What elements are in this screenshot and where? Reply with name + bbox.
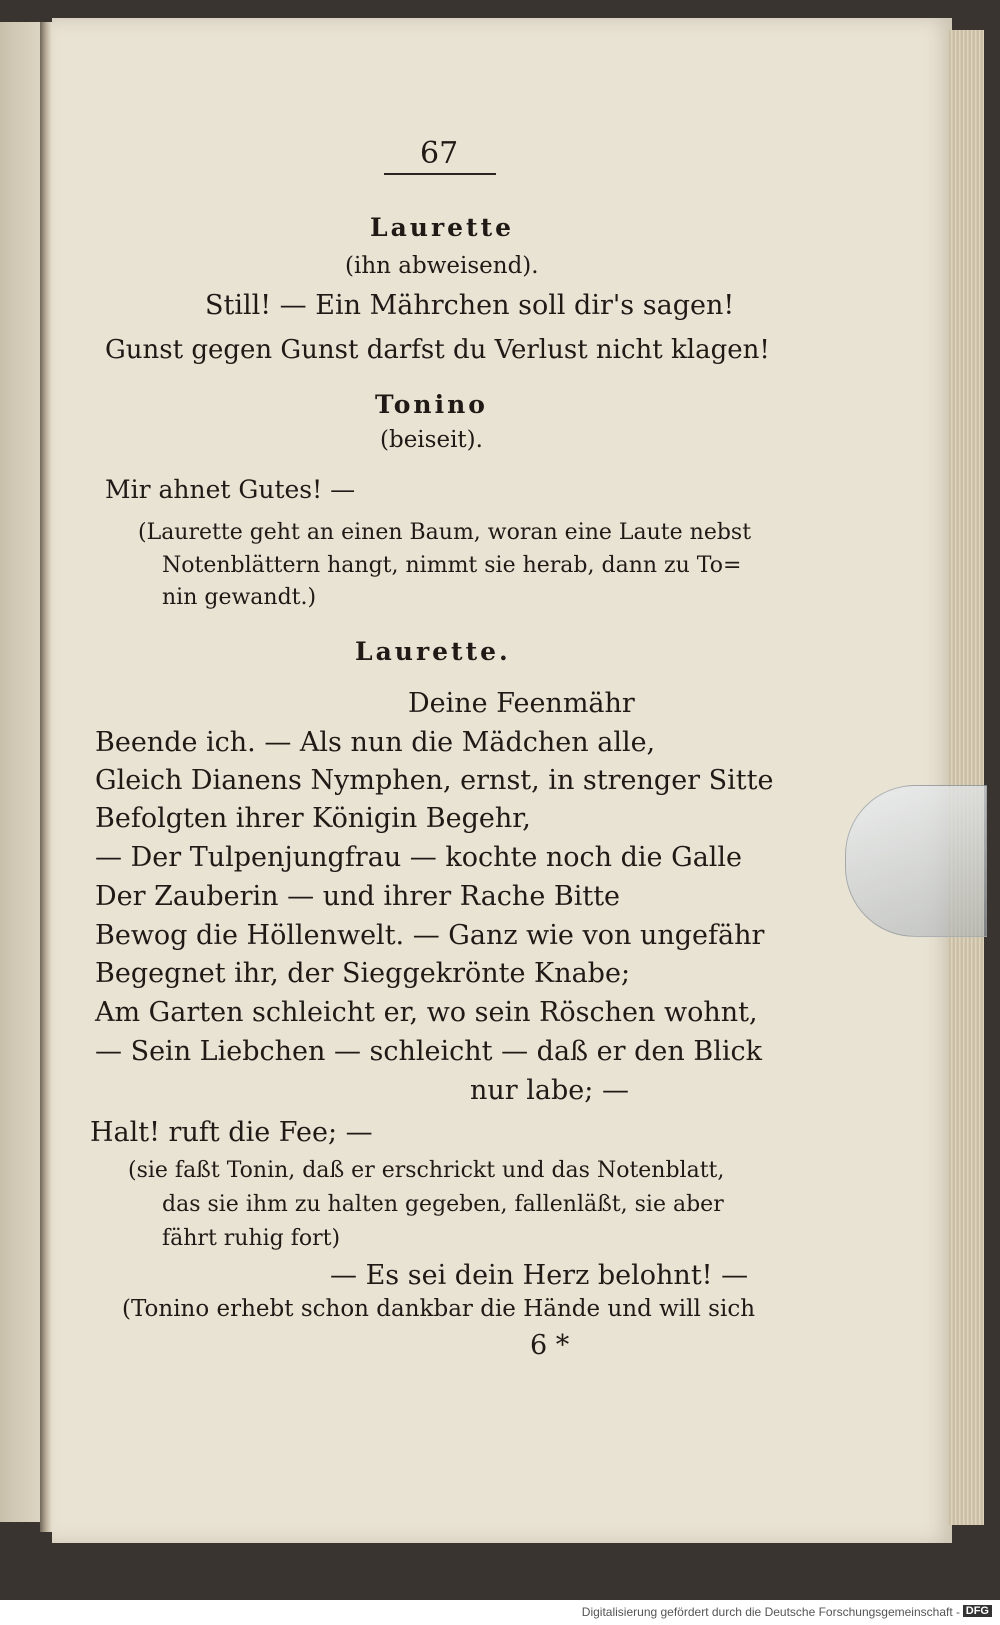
verse-line: Gleich Dianens Nymphen, ernst, in strenger Sitte xyxy=(95,765,774,796)
stage-direction: (ihn abweisend). xyxy=(345,253,539,279)
stage-direction: Notenblättern hangt, nimmt sie herab, dann zu To= xyxy=(162,553,742,578)
stage-direction: (sie faßt Tonin, daß er erschrickt und das Notenblatt, xyxy=(128,1158,725,1183)
stage-direction: (Laurette geht an einen Baum, woran eine Laute nebst xyxy=(138,520,752,545)
verse-line: Befolgten ihrer Königin Begehr, xyxy=(95,803,531,834)
verse-line: Gunst gegen Gunst darfst du Verlust nicht klagen! xyxy=(105,335,770,365)
verse-line: Bewog die Höllenwelt. — Ganz wie von ungefähr xyxy=(95,920,765,951)
page-number: 67 xyxy=(420,136,459,171)
page-number-rule xyxy=(384,173,496,175)
speaker-laurette: Laurette xyxy=(370,213,515,242)
book-gutter xyxy=(40,22,52,1532)
footer xyxy=(0,1600,1000,1625)
verse-line: Deine Feenmähr xyxy=(408,688,635,719)
speaker-laurette: Laurette. xyxy=(355,637,511,666)
speaker-tonino: Tonino xyxy=(375,390,488,419)
verse-line: Der Zauberin — und ihrer Rache Bitte xyxy=(95,881,621,912)
verse-line: Beende ich. — Als nun die Mädchen alle, xyxy=(95,727,656,758)
verse-line: Mir ahnet Gutes! — xyxy=(105,475,356,504)
dfg-logo: DFG xyxy=(963,1605,992,1617)
stage-direction: (beiseit). xyxy=(380,427,483,453)
verse-line: — Der Tulpenjungfrau — kochte noch die Galle xyxy=(95,842,743,873)
verse-line: — Es sei dein Herz belohnt! — xyxy=(330,1260,749,1291)
verse-line: Am Garten schleicht er, wo sein Röschen wohnt, xyxy=(95,997,758,1028)
verse-line: Begegnet ihr, der Sieggekrönte Knabe; xyxy=(95,958,631,989)
page-clip xyxy=(845,785,987,937)
page-stack-edge xyxy=(948,30,984,1525)
left-page-edge xyxy=(0,22,40,1522)
stage-direction: fährt ruhig fort) xyxy=(162,1226,341,1251)
stage-direction: nin gewandt.) xyxy=(162,585,317,610)
footer-credit: Digitalisierung gefördert durch die Deutsche Forschungsgemeinschaft - xyxy=(581,1605,960,1619)
signature-mark: 6 * xyxy=(530,1330,570,1361)
stage-direction: (Tonino erhebt schon dankbar die Hände und will sich xyxy=(122,1296,756,1322)
stage-direction: das sie ihm zu halten gegeben, fallenläßt, sie aber xyxy=(162,1192,724,1217)
verse-line: Halt! ruft die Fee; — xyxy=(90,1117,373,1148)
verse-line: Still! — Ein Mährchen soll dir's sagen! xyxy=(205,290,735,321)
verse-line: — Sein Liebchen — schleicht — daß er den Blick xyxy=(95,1036,762,1067)
verse-line: nur labe; — xyxy=(470,1075,629,1106)
